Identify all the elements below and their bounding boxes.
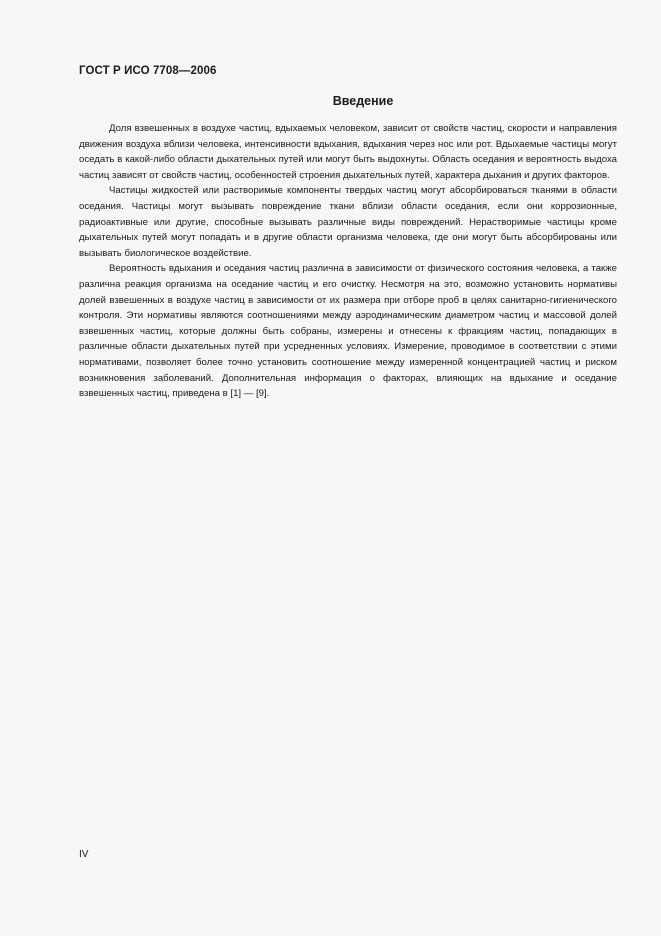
paragraph-1: Доля взвешенных в воздухе частиц, вдыхаемых человеком, зависит от свойств частиц, скорости и направления движения воздуха вблизи человека, интенсивности вдыхания, вдыхания через нос или рот. Вдыхаемые частицы могут оседать в какой-либо области дыхательных путей или могут быть выдохнуты. Область оседания и вероятность выдоха частиц зависят от свойств частиц, особенностей строения дыхательных путей, характера дыхания и других факторов.: [79, 123, 617, 181]
section-title: Введение: [332, 94, 394, 108]
standard-code: ГОСТ Р ИСО 7708—2006: [79, 65, 217, 77]
page-number: IV: [79, 849, 89, 860]
paragraph-2: Частицы жидкостей или растворимые компоненты твердых частиц могут абсорбироваться тканями в области оседания. Частицы могут вызывать повреждение ткани вблизи области оседания, если они коррозионные, радиоактивные или другие, способные вызывать различные виды повреждений. Нерастворимые частицы кроме дыхательных путей могут попадать и в другие области организма человека, где они могут быть абсорбированы или вызывать биологическое воздействие.: [79, 185, 617, 259]
paragraph-3: Вероятность вдыхания и оседания частиц различна в зависимости от физического состояния человека, а также различна реакция организма на оседание частиц и его очистку. Несмотря на это, возможно установить нормативы долей взвешенных в воздухе частиц в зависимости от их размера при отборе проб в целях санитарно-гигиенического контроля. Эти нормативы являются соотношениями между аэродинамическим диаметром частиц и массовой долей взвешенных частиц, которые должны быть собраны, измерены и отнесены к фракциям частиц, попадающих в различные области дыхательных путей при усредненных условиях. Измерение, проводимое в соответствии с этими нормативами, позволяет более точно установить соотношение между измеренной концентрацией частиц и риском возникновения заболеваний. Дополнительная информация о факторах, влияющих на вдыхание и оседание взвешенных частиц, приведена в [1] — [9].: [79, 263, 617, 400]
body-text: [79, 121, 617, 402]
